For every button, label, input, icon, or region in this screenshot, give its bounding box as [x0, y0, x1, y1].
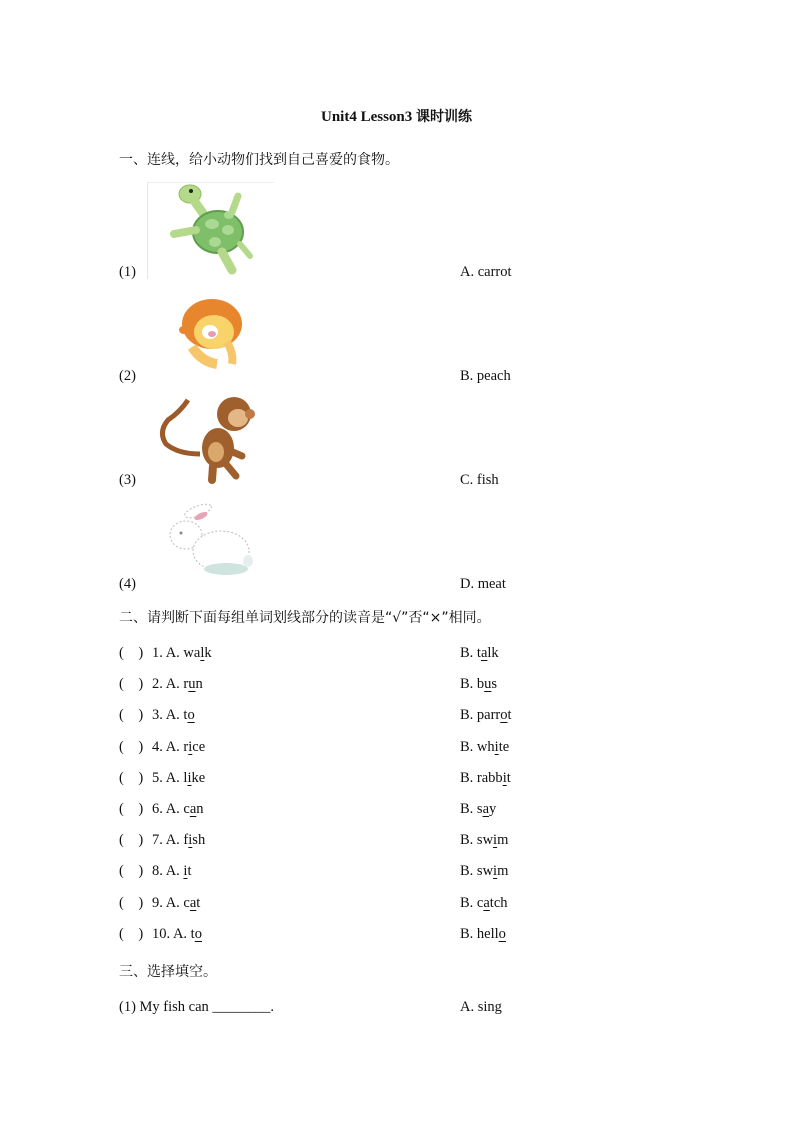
section-3-heading: 三、选择填空。: [119, 964, 217, 980]
word-b: [460, 863, 508, 880]
option-prefix: B.: [460, 863, 474, 879]
word-part: lk: [487, 645, 499, 661]
underlined-letters: o: [187, 707, 195, 723]
word-b: [460, 707, 512, 724]
word-b: [460, 832, 508, 849]
option-prefix: B.: [460, 832, 474, 848]
food-option-c: C. fish: [460, 472, 499, 488]
word-part: ke: [191, 770, 206, 786]
option-prefix: B.: [460, 801, 474, 817]
question-number: 6. A.: [152, 801, 180, 817]
word-part: s: [476, 801, 483, 817]
word-a: [152, 863, 191, 880]
food-option-a: A. carrot: [460, 264, 512, 280]
option-prefix: B.: [460, 770, 474, 786]
word-a: [152, 676, 203, 693]
answer-bracket[interactable]: ( ): [119, 645, 144, 661]
word-part: tch: [489, 895, 508, 911]
word-part: te: [498, 739, 510, 755]
word-part: n: [195, 676, 203, 692]
underlined-letters: i: [183, 863, 188, 879]
word-part: wa: [183, 645, 201, 661]
underlined-letters: i: [502, 770, 507, 786]
word-part: n: [196, 801, 204, 817]
fill-blank-question-1: (1) My fish can ________.: [119, 999, 275, 1015]
word-a: [152, 801, 204, 818]
choice-option-a: A. sing: [460, 999, 502, 1015]
answer-bracket[interactable]: ( ): [119, 707, 144, 723]
word-part: sh: [192, 832, 206, 848]
underlined-letters: a: [483, 895, 490, 911]
word-a: [152, 926, 202, 943]
underlined-letters: a: [189, 801, 197, 817]
word-part: t: [190, 926, 195, 942]
title-chinese: 课时训练: [416, 109, 473, 125]
option-prefix: B.: [460, 739, 474, 755]
food-option-d: D. meat: [460, 576, 506, 592]
question-number: 3. A.: [152, 707, 180, 723]
option-prefix: B.: [460, 926, 474, 942]
word-part: t: [183, 707, 188, 723]
word-part: sw: [476, 863, 494, 879]
question-number: 1. A.: [152, 645, 180, 661]
answer-bracket[interactable]: ( ): [119, 801, 144, 817]
word-a: [152, 770, 205, 787]
word-part: s: [491, 676, 498, 692]
underlined-letters: a: [189, 895, 197, 911]
underlined-letters: i: [188, 832, 193, 848]
question-number: 10. A.: [152, 926, 188, 942]
page-title: [0, 106, 793, 126]
rabbit-image: [166, 503, 256, 583]
answer-bracket[interactable]: ( ): [119, 770, 144, 786]
option-prefix: B.: [460, 676, 474, 692]
word-part: t: [187, 863, 192, 879]
underlined-letters: i: [493, 832, 498, 848]
word-b: [460, 926, 506, 943]
underlined-letters: o: [194, 926, 202, 942]
question-number: 5. A.: [152, 770, 180, 786]
word-part: t: [507, 707, 512, 723]
word-b: [460, 676, 497, 693]
word-part: r: [183, 676, 189, 692]
answer-bracket[interactable]: ( ): [119, 926, 144, 942]
animal-label-2: (2): [119, 368, 136, 384]
question-number: 7. A.: [152, 832, 180, 848]
word-a: [152, 645, 212, 662]
word-part: hell: [476, 926, 499, 942]
word-part: wh: [476, 739, 495, 755]
word-part: m: [497, 863, 509, 879]
word-part: parr: [476, 707, 501, 723]
word-part: c: [183, 895, 190, 911]
word-b: [460, 801, 496, 818]
word-part: sw: [476, 832, 494, 848]
word-part: t: [196, 895, 201, 911]
option-prefix: B.: [460, 645, 474, 661]
answer-bracket[interactable]: ( ): [119, 739, 144, 755]
word-part: t: [506, 770, 511, 786]
underlined-letters: u: [188, 676, 196, 692]
underlined-letters: u: [484, 676, 492, 692]
word-part: c: [476, 895, 484, 911]
word-part: l: [183, 770, 188, 786]
question-number: 8. A.: [152, 863, 180, 879]
underlined-letters: i: [187, 770, 192, 786]
animal-label-3: (3): [119, 472, 136, 488]
section-2-heading: 二、请判断下面每组单词划线部分的读音是“√”否“×”相同。: [119, 610, 491, 626]
underlined-letters: i: [188, 739, 193, 755]
tiger-image: [172, 292, 247, 372]
word-a: [152, 739, 205, 756]
animal-label-1: (1): [119, 264, 136, 280]
option-prefix: B.: [460, 707, 474, 723]
question-number: 9. A.: [152, 895, 180, 911]
word-a: [152, 895, 200, 912]
word-part: f: [183, 832, 189, 848]
answer-bracket[interactable]: ( ): [119, 895, 144, 911]
answer-bracket[interactable]: ( ): [119, 676, 144, 692]
underlined-letters: i: [494, 739, 499, 755]
word-part: k: [204, 645, 212, 661]
monkey-image: [158, 392, 258, 484]
title-english: Unit4 Lesson3: [320, 109, 417, 125]
underlined-letters: a: [482, 801, 490, 817]
question-number: 4. A.: [152, 739, 180, 755]
word-part: ce: [192, 739, 206, 755]
word-part: y: [489, 801, 497, 817]
underlined-letters: a: [480, 645, 488, 661]
word-b: [460, 770, 511, 787]
word-b: [460, 895, 508, 912]
underlined-letters: l: [200, 645, 205, 661]
animal-label-4: (4): [119, 576, 136, 592]
option-prefix: B.: [460, 895, 474, 911]
section-1-heading: 一、连线，给小动物们找到自己喜爱的食物。: [119, 152, 399, 168]
underlined-letters: i: [493, 863, 498, 879]
answer-bracket[interactable]: ( ): [119, 863, 144, 879]
word-part: r: [183, 739, 189, 755]
underlined-letters: o: [498, 926, 506, 942]
answer-bracket[interactable]: ( ): [119, 832, 144, 848]
word-b: [460, 645, 499, 662]
turtle-image: [160, 182, 260, 277]
word-part: t: [476, 645, 481, 661]
word-part: rabb: [476, 770, 503, 786]
word-part: c: [183, 801, 190, 817]
word-part: b: [476, 676, 485, 692]
word-b: [460, 739, 509, 756]
word-a: [152, 832, 205, 849]
underlined-letters: o: [500, 707, 508, 723]
question-number: 2. A.: [152, 676, 180, 692]
food-option-b: B. peach: [460, 368, 511, 384]
word-part: m: [497, 832, 509, 848]
word-a: [152, 707, 195, 724]
